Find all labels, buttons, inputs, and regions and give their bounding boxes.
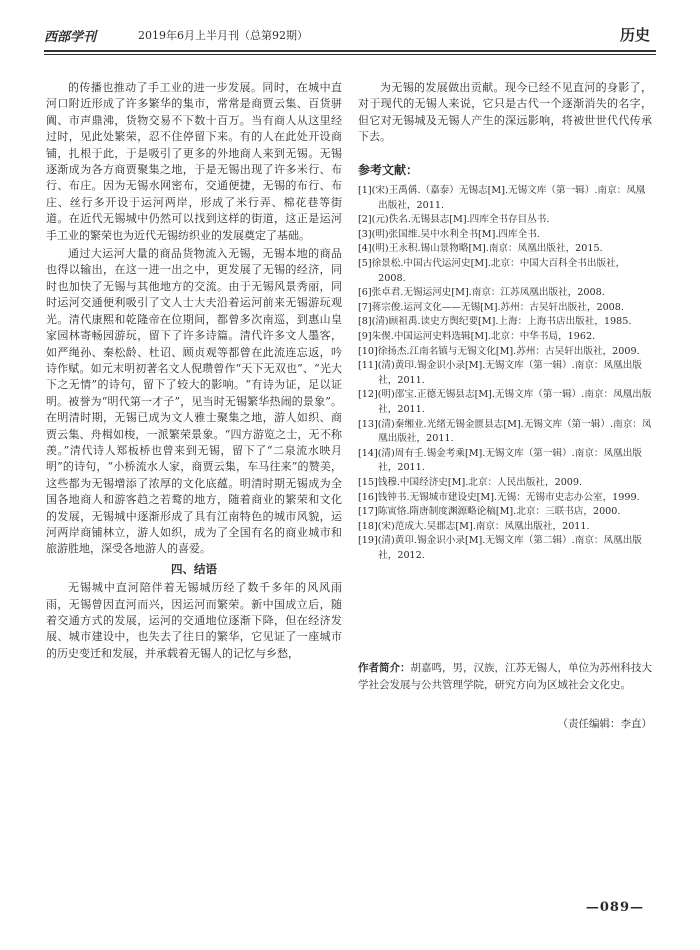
body-paragraph: 为无锡的发展做出贡献。现今已经不见直河的身影了，对于现代的无锡人来说，它只是古代一个逐渐消失的名字，但它对无锡城及无锡人产生的深远影响，将被世世代代传承下去。 [358,81,652,144]
reference-item: [15]钱穆.中国经济史[M].北京：人民出版社，2009. [358,476,583,488]
reference-list [358,184,652,563]
reference-item: [6]张卓君.无锡运河史[M].南京：江苏凤凰出版社，2008. [358,287,605,299]
journal-masthead: 西部学刊 [44,30,97,45]
reference-item: [4](明)王永积.锡山景物略[M].南京：凤凰出版社，2015. [358,243,603,255]
author-note [358,660,652,694]
reference-item: [12](明)邵宝.正德无锡县志[M].无锡文库（第一辑）.南京：凤凰出版社，2011. [358,389,652,415]
reference-item: [10]徐扬杰.江南名镇与无锡文化[M].苏州：古吴轩出版社，2009. [358,345,640,357]
reference-item: [1](宋)王禹偁.（嘉泰）无锡志[M].无锡文库（第一辑）.南京：凤凰出版社，2011. [358,185,646,211]
section-label: 历史 [619,26,650,44]
header-rule-thick [44,50,656,52]
author-note-label: 作者简介： [358,662,411,674]
reference-item: [17]陈寅恪.隋唐制度渊源略论稿[M].北京：三联书店，2000. [358,506,621,518]
body-paragraph: 的传播也推动了手工业的进一步发展。同时，在城中直河口附近形成了许多繁华的集市，常常是商贾云集、百货骈阗、市声鼎沸，货物交易不下数十百万。当有商人从这里经过时，见此处繁荣，忍不住停留下来。有的人在此处开设商铺，扎根于此，于是吸引了更多的外地商人来到无锡。无锡逐渐成为各方商贾聚集之地，于是无锡出现了许多米行、布行、布庄。因为无锡水网密布，交通便捷，无锡的布行、布庄、丝行多开设于运河两岸，形成了米行弄、棉花巷等街道。在近代无锡城中仍然可以找到这样的街道，这正是运河手工业的繁荣也为近代无锡纺织业的发展奠定了基础。 [46,81,342,242]
conclusion-heading: 四、结语 [171,561,217,576]
right-column [358,80,652,563]
author-note-text: 胡嘉鸣，男，汉族，江苏无锡人，单位为苏州科技大学社会发展与公共管理学院，研究方向为区域社会文化史。 [358,662,652,691]
left-column [46,80,342,662]
header-rule-thin [44,54,656,55]
responsible-editor: （责任编辑：李直） [557,718,652,730]
reference-item: [16]钱钟书.无锡城市建设史[M].无锡：无锡市史志办公室，1999. [358,491,640,503]
page-header [44,22,654,48]
reference-item: [3](明)张国维.吴中水利全书[M].四库全书. [358,228,540,240]
issue-info: 2019年6月上半月刊（总第92期） [138,29,308,42]
reference-item: [19](清)黄卬.锡金识小录[M].无锡文库（第二辑）.南京：凤凰出版社，2012. [358,535,642,561]
references-title: 参考文献： [358,162,419,177]
page-number: —089— [585,900,644,915]
reference-item: [9]朱偰.中国运河史料选辑[M].北京：中华书局，1962. [358,330,596,342]
reference-item: [18](宋)范成大.吴郡志[M].南京：凤凰出版社，2011. [358,520,590,532]
reference-item: [2](元)佚名.无锡县志[M].四库全书存目丛书. [358,214,550,226]
conclusion-paragraph: 无锡城中直河陪伴着无锡城历经了数千多年的风风雨雨，无锡曾因直河而兴，因运河而繁荣。新中国成立后，随着交通方式的发展，运河的交通地位逐渐下降，但在经济发展、城市建设中，也失去了往日的繁华，它见证了一座城市的历史变迁和发展，并承载着无锡人的记忆与乡愁， [46,581,342,660]
body-paragraph: 通过大运河大量的商品货物流入无锡，无锡本地的商品也得以输出，在这一进一出之中，更发展了无锡的经济，同时也加快了无锡与其他地方的交流。由于无锡风景秀丽，同时运河交通便利吸引了文人士大夫沿着运河前来无锡游玩观光。清代康熙和乾隆帝在位期间，都曾多次南巡，到惠山皇家园林寄畅园游玩，留下了许多诗篇。清代许多文人墨客，如严绳孙、秦松龄、杜诏、顾贞观等都曾在此流连忘返，吟诗作赋。如元末明初著名文人倪瓒曾作“天下无双也”、“光大下之无情”的诗句，留下了较大的影响。“有诗为证，足以证明。被誉为“明代第一才子”，见当时无锡繁华热闹的景象”。在明清时期，无锡已成为文人雅士聚集之地，游人如织、商贾云集、舟楫如梭，一派繁荣景象。“四方游览之士，无不称羡。”清代诗人郑板桥也曾来到无锡，留下了“二泉流水映月明”的诗句，“小桥流水人家，商贾云集，车马往来”的赞美，这些都为无锡增添了浓厚的文化底蕴。明清时期无锡成为全国各地商人和游客趋之若鹜的地方，随着商业的繁荣和文化的发展，无锡城中逐渐形成了具有江南特色的城市风貌，运河两岸商铺林立，游人如织，成为了全国有名的商业城市和旅游胜地，深受各地游人的喜爱。 [46,247,342,556]
reference-item: [5]徐景松.中国古代运河史[M].北京：中国大百科全书出版社，2008. [358,258,626,284]
reference-item: [8](清)顾祖禹.读史方舆纪要[M].上海：上海书店出版社，1985. [358,316,632,328]
reference-item: [14](清)周有壬.锡金考乘[M].无锡文库（第一辑）.南京：凤凰出版社，2011. [358,447,642,474]
reference-item: [11](清)黄印.锡金识小录[M].无锡文库（第一辑）.南京：凤凰出版社，2011. [358,360,642,386]
reference-item: [7]蒋宗俊.运河文化——无锡[M].苏州：古吴轩出版社，2008. [358,301,624,313]
reference-item: [13](清)秦缃业.光绪无锡金匮县志[M].无锡文库（第一辑）.南京：凤凰出版社，2011. [358,418,652,445]
